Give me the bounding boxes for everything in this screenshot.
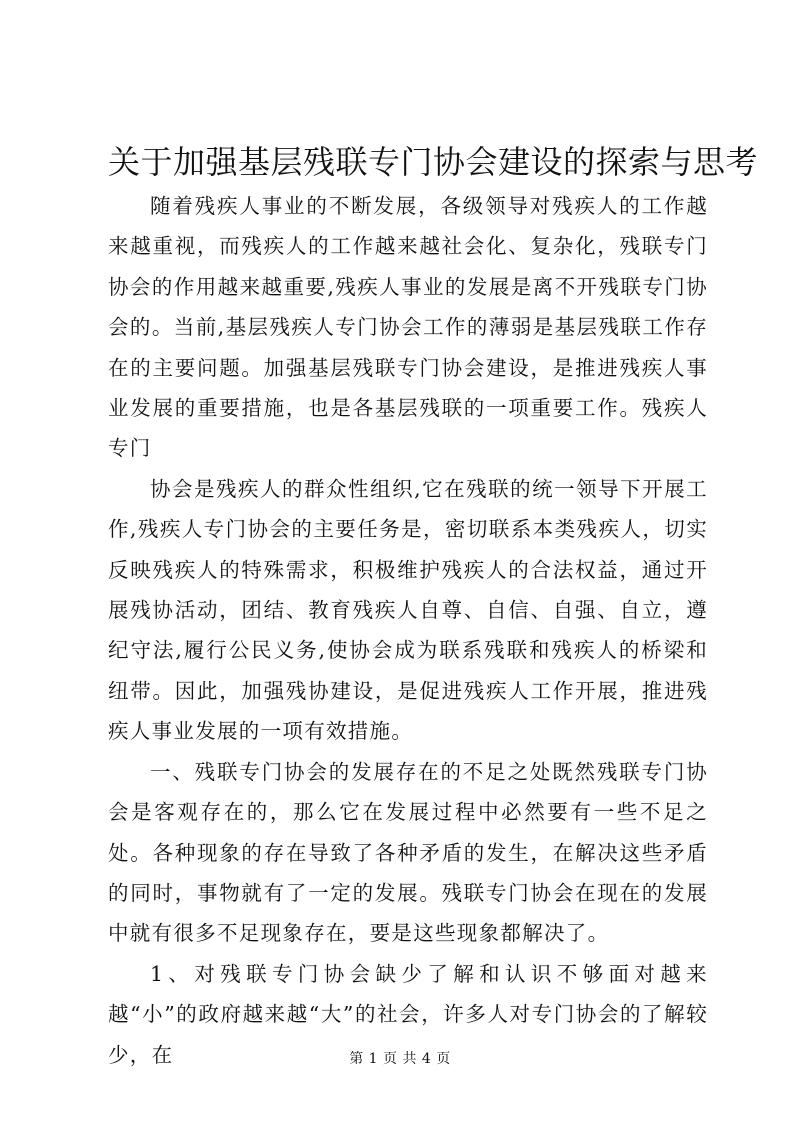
paragraph-4: 1、对残联专门协会缺少了解和认识不够面对越来越“小”的政府越来越“大”的社会，许多人对专门协会的了解较少，在 [108, 961, 708, 1067]
paragraph-1: 随着残疾人事业的不断发展，各级领导对残疾人的工作越来越重视，而残疾人的工作越来越社会化、复杂化，残联专门协会的作用越来越重要,残疾人事业的发展是离不开残联专门协会的。当前,基层残疾人专门协会工作的薄弱是基层残联工作存在的主要问题。加强基层残联专门协会建设，是推进残疾人事业发展的重要措施，也是各基层残联的一项重要工作。残疾人专门 [108, 194, 708, 461]
document-title: 关于加强基层残联专门协会建设的探索与思考 [108, 143, 759, 181]
paragraph-2: 协会是残疾人的群众性组织,它在残联的统一领导下开展工作,残疾人专门协会的主要任务是，密切联系本类残疾人，切实反映残疾人的特殊需求，积极维护残疾人的合法权益，通过开展残协活动，团结、教育残疾人自尊、自信、自强、自立，遵纪守法,履行公民义务,使协会成为联系残联和残疾人的桥梁和纽带。因此，加强残协建设，是促进残疾人工作开展，推进残疾人事业发展的一项有效措施。 [108, 476, 708, 744]
page-number-footer: 第 1 页 共 4 页 [349, 1051, 451, 1067]
paragraph-3: 一、残联专门协会的发展存在的不足之处既然残联专门协会是客观存在的，那么它在发展过程中必然要有一些不足之处。各种现象的存在导致了各种矛盾的发生，在解决这些矛盾的同时，事物就有了一定的发展。残联专门协会在现在的发展中就有很多不足现象存在，要是这些现象都解决了。 [108, 759, 708, 946]
document-body [108, 186, 708, 1075]
